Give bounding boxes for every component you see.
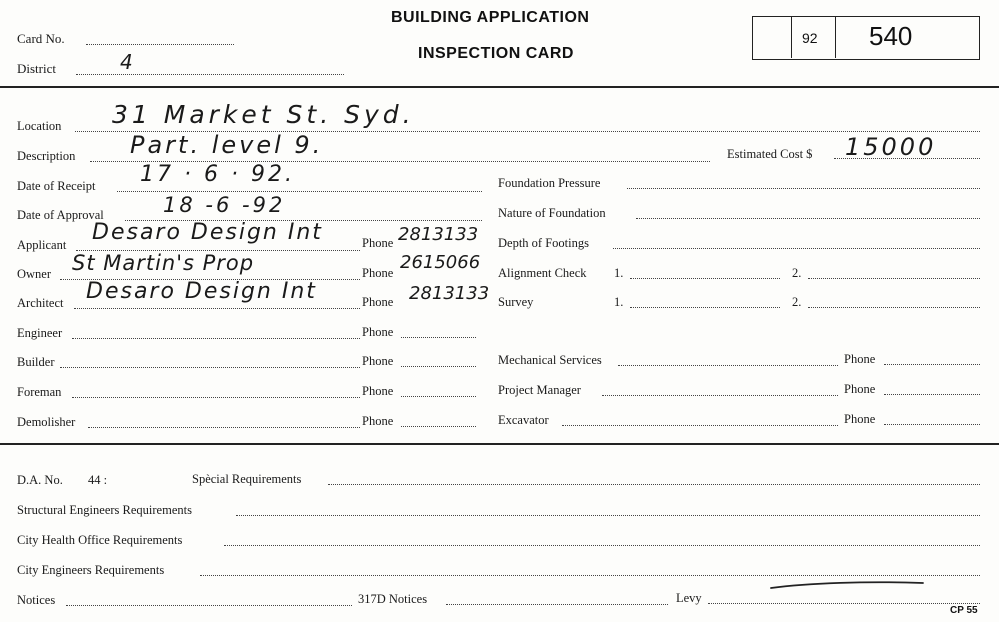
mechanical-label: Mechanical Services: [498, 353, 602, 367]
foreman-field[interactable]: [72, 397, 360, 398]
alignment-field-2[interactable]: [808, 278, 980, 279]
nature-foundation-field[interactable]: [636, 218, 980, 219]
project-manager-phone-field[interactable]: [884, 394, 980, 395]
date-receipt-value: 17 · 6 · 92.: [140, 162, 295, 187]
levy-handwritten-dash: [768, 578, 928, 592]
mechanical-field[interactable]: [618, 365, 838, 366]
card-number: 540: [869, 21, 913, 51]
architect-phone-value: 2813133: [409, 283, 490, 304]
notices-317d-label: 317D Notices: [358, 592, 428, 606]
notices-field[interactable]: [66, 605, 352, 606]
card-no-label: Card No.: [17, 31, 65, 46]
form-title-line1: BUILDING APPLICATION: [391, 9, 590, 26]
form-title-line2: INSPECTION CARD: [418, 45, 574, 62]
demolisher-phone-field[interactable]: [401, 426, 476, 427]
district-value: 4: [120, 50, 134, 74]
engineer-label: Engineer: [17, 326, 63, 340]
card-number-box: [752, 16, 980, 60]
applicant-value: Desaro Design Int: [92, 220, 323, 245]
card-year: 92: [802, 30, 818, 46]
survey-num2: 2.: [792, 295, 802, 309]
architect-field[interactable]: [74, 308, 360, 309]
architect-value: Desaro Design Int: [86, 279, 317, 304]
card-no-field[interactable]: [86, 44, 234, 45]
excavator-field[interactable]: [562, 425, 838, 426]
section-rule: [0, 443, 999, 445]
mechanical-phone-label: Phone: [844, 352, 876, 366]
notices-317d-field[interactable]: [446, 604, 668, 605]
structural-requirements-field[interactable]: [236, 515, 980, 516]
engineer-field[interactable]: [72, 338, 360, 339]
health-requirements-field[interactable]: [224, 545, 980, 546]
structural-requirements-label: Structural Engineers Requirements: [17, 503, 192, 517]
mechanical-phone-field[interactable]: [884, 364, 980, 365]
survey-num1: 1.: [614, 295, 624, 309]
estimated-cost-value: 15000: [845, 133, 937, 161]
health-requirements-label: City Health Office Requirements: [17, 533, 183, 547]
levy-label: Levy: [676, 591, 702, 605]
excavator-phone-label: Phone: [844, 412, 876, 426]
owner-value: St Martin's Prop: [72, 251, 255, 275]
survey-label: Survey: [498, 295, 534, 309]
builder-phone-label: Phone: [362, 354, 394, 368]
project-manager-phone-label: Phone: [844, 382, 876, 396]
builder-label: Builder: [17, 355, 55, 369]
engineer-phone-label: Phone: [362, 325, 394, 339]
special-requirements-label: Spècial Requirements: [192, 472, 302, 486]
foundation-pressure-label: Foundation Pressure: [498, 176, 601, 190]
survey-field-2[interactable]: [808, 307, 980, 308]
header-rule: [0, 86, 999, 88]
demolisher-phone-label: Phone: [362, 414, 394, 428]
depth-footings-label: Depth of Footings: [498, 236, 589, 250]
owner-phone-value: 2615066: [400, 252, 481, 273]
date-receipt-field[interactable]: [117, 191, 482, 192]
architect-label: Architect: [17, 296, 64, 310]
builder-field[interactable]: [60, 367, 360, 368]
date-receipt-label: Date of Receipt: [17, 179, 96, 193]
alignment-num2: 2.: [792, 266, 802, 280]
alignment-field-1[interactable]: [630, 278, 780, 279]
district-field[interactable]: [76, 74, 344, 75]
location-value: 31 Market St. Syd.: [112, 100, 415, 129]
special-requirements-field[interactable]: [328, 484, 980, 485]
alignment-num1: 1.: [614, 266, 624, 280]
date-approval-label: Date of Approval: [17, 208, 104, 222]
builder-phone-field[interactable]: [401, 366, 476, 367]
applicant-label: Applicant: [17, 238, 67, 252]
survey-field-1[interactable]: [630, 307, 780, 308]
demolisher-label: Demolisher: [17, 415, 76, 429]
da-no-label: D.A. No.: [17, 473, 63, 487]
da-no-value: 44 :: [88, 473, 108, 487]
owner-phone-label: Phone: [362, 266, 394, 280]
owner-label: Owner: [17, 267, 52, 281]
notices-label: Notices: [17, 593, 56, 607]
demolisher-field[interactable]: [88, 427, 360, 428]
levy-field[interactable]: [708, 603, 980, 604]
depth-footings-field[interactable]: [613, 248, 980, 249]
city-engineers-requirements-label: City Engineers Requirements: [17, 563, 165, 577]
box-divider-2: [835, 17, 836, 58]
date-approval-value: 18 -6 -92: [163, 193, 286, 217]
foreman-phone-label: Phone: [362, 384, 394, 398]
excavator-label: Excavator: [498, 413, 549, 427]
architect-phone-label: Phone: [362, 295, 394, 309]
excavator-phone-field[interactable]: [884, 424, 980, 425]
applicant-phone-value: 2813133: [398, 224, 479, 245]
engineer-phone-field[interactable]: [401, 337, 476, 338]
project-manager-label: Project Manager: [498, 383, 581, 397]
form-code: CP 55: [950, 605, 978, 616]
district-label: District: [17, 61, 56, 76]
foreman-label: Foreman: [17, 385, 62, 399]
description-label: Description: [17, 149, 76, 163]
location-label: Location: [17, 119, 62, 133]
city-engineers-requirements-field[interactable]: [200, 575, 980, 576]
nature-foundation-label: Nature of Foundation: [498, 206, 606, 220]
foundation-pressure-field[interactable]: [627, 188, 980, 189]
applicant-phone-label: Phone: [362, 236, 394, 250]
box-divider-1: [791, 17, 792, 58]
description-value: Part. level 9.: [130, 131, 324, 159]
project-manager-field[interactable]: [602, 395, 838, 396]
alignment-check-label: Alignment Check: [498, 266, 587, 280]
estimated-cost-label: Estimated Cost $: [727, 147, 813, 161]
foreman-phone-field[interactable]: [401, 396, 476, 397]
